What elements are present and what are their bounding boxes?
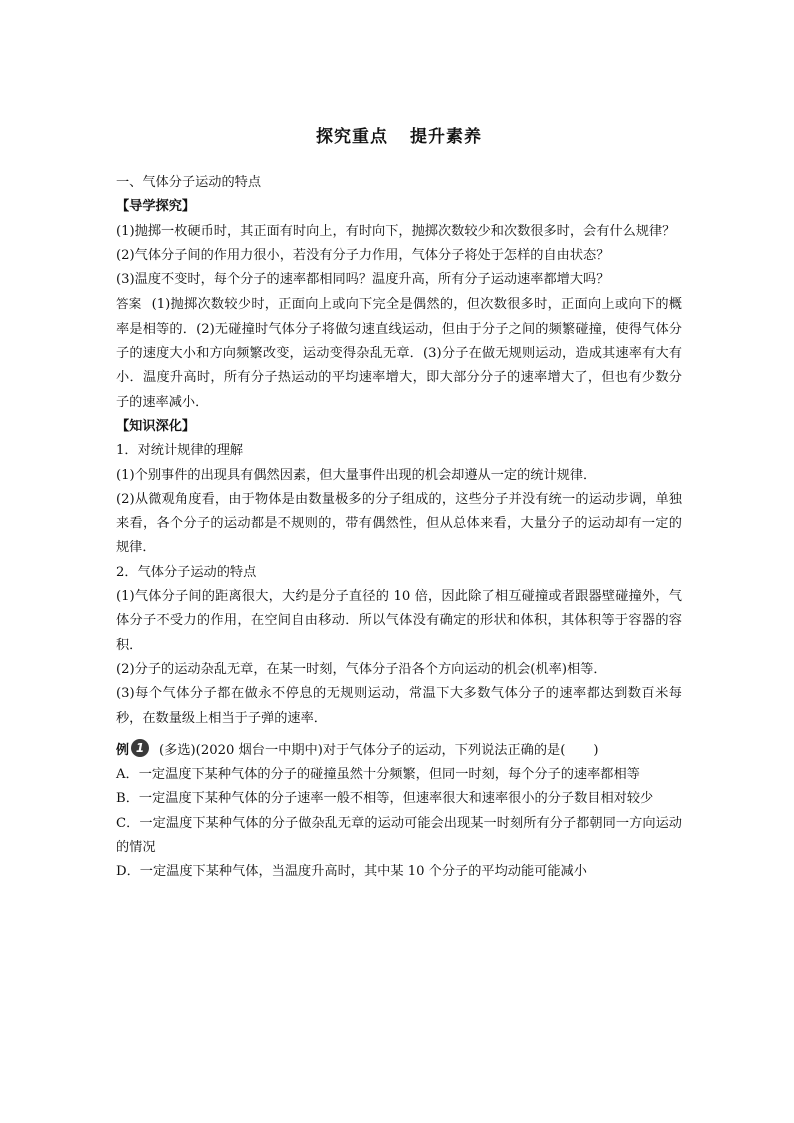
answer-text: (1)抛掷次数较少时，正面向上或向下完全是偶然的，但次数很多时，正面向上或向下的概率是相等的．(2)无碰撞时气体分子将做匀速直线运动，但由于分子之间的频繁碰撞，使得气体分子的速度大小和方向频繁改变，运动变得杂乱无章．(3)分子在做无规则运动，造成其速率有大有小．温度升高时，所有分子热运动的平均速率增大，即大部分分子的速率增大了，但也有少数分子的速率减小． xyxy=(116,297,682,410)
answer-label: 答案 xyxy=(116,296,142,312)
question-1: (1)抛掷一枚硬币时，其正面有时向上，有时向下，抛掷次数较少和次数很多时，会有什么规律？ xyxy=(116,223,676,239)
page-title xyxy=(116,122,682,147)
example-stem-close: ) xyxy=(593,742,599,758)
point2-item-2: (2)分子的运动杂乱无章，在某一时刻，气体分子沿各个方向运动的机会(机率)相等． xyxy=(116,661,607,677)
deepen-label: 【知识深化】 xyxy=(116,418,196,434)
question-3: (3)温度不变时，每个分子的速率都相同吗？温度升高，所有分子运动速率都增大吗？ xyxy=(116,272,610,288)
example-stem-text: (多选)(2020 烟台一中期中)对于气体分子的运动，下列说法正确的是( xyxy=(159,742,566,758)
point1-item-1: (1)个别事件的出现具有偶然因素，但大量事件出现的机会却遵从一定的统计规律． xyxy=(116,467,597,483)
title-part-1: 探究重点 xyxy=(316,127,388,147)
content-body xyxy=(116,171,682,885)
example-number-badge: 1 xyxy=(131,739,149,757)
question-2: (2)气体分子间的作用力很小，若没有分子力作用，气体分子将处于怎样的自由状态？ xyxy=(116,247,610,263)
option-d: D．一定温度下某种气体，当温度升高时，其中某 10 个分子的平均动能可能减小 xyxy=(116,864,587,880)
point1-item-2: (2)从微观角度看，由于物体是由数量极多的分子组成的，这些分子并没有统一的运动步调，单独来看，各个分子的运动都是不规则的，带有偶然性，但从总体来看，大量分子的运动却有一定的规律． xyxy=(116,491,682,556)
answer-paragraph xyxy=(116,292,682,414)
point2-heading: 2．气体分子运动的特点 xyxy=(116,564,257,580)
guide-label: 【导学探究】 xyxy=(116,199,196,215)
option-c: C．一定温度下某种气体的分子做杂乱无章的运动可能会出现某一时刻所有分子都朝同一方向运动的情况 xyxy=(116,815,682,856)
option-a: A．一定温度下某种气体的分子的碰撞虽然十分频繁，但同一时刻，每个分子的速率都相等 xyxy=(116,767,640,783)
point1-heading: 1．对统计规律的理解 xyxy=(116,443,244,459)
title-part-2: 提升素养 xyxy=(410,127,482,147)
option-b: B．一定温度下某种气体的分子速率一般不相等，但速率很大和速率很小的分子数目相对较少 xyxy=(116,791,654,807)
point2-item-3: (3)每个气体分子都在做永不停息的无规则运动，常温下大多数气体分子的速率都达到数百米每秒，在数量级上相当于子弹的速率． xyxy=(116,686,682,726)
section-heading: 一、气体分子运动的特点 xyxy=(116,175,262,190)
point2-item-1: (1)气体分子间的距离很大，大约是分子直径的 10 倍，因此除了相互碰撞或者跟器壁碰撞外，气体分子不受力的作用，在空间自由移动．所以气体没有确定的形状和体积，其体积等于容器的容积． xyxy=(116,589,682,653)
example-stem xyxy=(116,739,682,763)
example-label: 例 xyxy=(116,742,130,758)
